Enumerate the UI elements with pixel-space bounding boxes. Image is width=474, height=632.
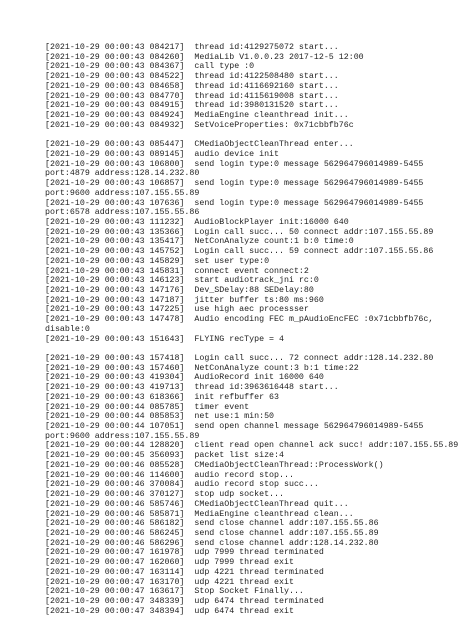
log-line: [2021-10-29 00:00:43 084217] thread id:4129275072 start...: [45, 43, 339, 52]
log-line: [2021-10-29 00:00:43 147225] use high aec processser: [45, 305, 309, 315]
log-line: [2021-10-29 00:00:43 084932] SetVoiceProperties: 0x71cbbfb76c: [45, 120, 354, 130]
log-line: [2021-10-29 00:00:43 145829] set user type:0: [45, 256, 270, 266]
log-line: [2021-10-29 00:00:47 161978] udp 7999 thread terminated: [45, 548, 324, 558]
log-line: [2021-10-29 00:00:43 618366] init refbuffer 63: [45, 392, 280, 402]
log-line: [2021-10-29 00:00:46 370084] audio record stop succ...: [45, 480, 319, 490]
log-line: [2021-10-29 00:00:43 135417] NetConAnalyze count:1 b:0 time:0: [45, 237, 354, 247]
log-line: [2021-10-29 00:00:44 128820] client read open channel ack succ! addr:107.155.55.89: [45, 441, 459, 451]
log-line: port:9600 address:107.155.55.89: [45, 431, 200, 441]
log-line: port:9600 address:107.155.55.89: [45, 188, 200, 198]
log-line: [2021-10-29 00:00:43 111232] AudioBlockPlayer init:16000 640: [45, 217, 349, 227]
log-line: port:6578 address:107.155.55.86: [45, 208, 200, 218]
log-line: [2021-10-29 00:00:46 585871] MediaEngine cleanthread clean...: [45, 509, 354, 519]
log-line: [2021-10-29 00:00:47 163170] udp 4221 thread exit: [45, 577, 294, 587]
log-line: [2021-10-29 00:00:43 145752] Login call succ... 59 connect addr:107.155.55.86: [45, 247, 434, 257]
log-line: [2021-10-29 00:00:43 135366] Login call succ... 50 connect addr:107.155.55.89: [45, 227, 434, 237]
log-line: [2021-10-29 00:00:43 084260] MediaLib V1.0.0.23 2017-12-5 12:00: [45, 52, 364, 62]
blank-line: [45, 130, 470, 140]
log-line: [2021-10-29 00:00:43 089145] audio device init: [45, 149, 280, 159]
blank-line: [45, 344, 470, 354]
log-line: [2021-10-29 00:00:43 147187] jitter buffer ts:80 ms:960: [45, 295, 324, 305]
log-line: [2021-10-29 00:00:44 085785] timer event: [45, 402, 250, 412]
log-line: [2021-10-29 00:00:47 163617] Stop Socket Finally...: [45, 587, 304, 597]
log-line: [2021-10-29 00:00:43 107636] send login type:0 message 562964796014989-5455: [45, 198, 424, 208]
log-line: [2021-10-29 00:00:43 084770] thread id:4115619008 start...: [45, 91, 339, 101]
log-line: [2021-10-29 00:00:43 147478] Audio encoding FEC m_pAudioEncFEC :0x71cbbfb76c,: [45, 315, 434, 325]
log-line: [2021-10-29 00:00:45 356093] packet list size:4: [45, 451, 284, 461]
log-line: [2021-10-29 00:00:46 586245] send close channel addr:107.155.55.89: [45, 528, 379, 538]
log-line: [2021-10-29 00:00:47 163114] udp 4221 thread terminated: [45, 567, 324, 577]
log-line: [2021-10-29 00:00:43 157460] NetConAnalyze count:3 b:1 time:22: [45, 363, 359, 373]
log-line: [2021-10-29 00:00:47 348394] udp 6474 thread exit: [45, 606, 294, 616]
log-line: [2021-10-29 00:00:43 085447] CMediaObjectCleanThread enter...: [45, 140, 354, 150]
log-line: [2021-10-29 00:00:47 348339] udp 6474 thread terminated: [45, 596, 324, 606]
log-line: [2021-10-29 00:00:43 419304] AudioRecord init 16000 640: [45, 373, 324, 383]
log-line: [2021-10-29 00:00:43 084367] call type :0: [45, 62, 255, 72]
log-line: [2021-10-29 00:00:43 106800] send login type:0 message 562964796014989-5455: [45, 159, 424, 169]
log-line: [2021-10-29 00:00:46 586296] send close channel addr:128.14.232.80: [45, 538, 379, 548]
log-line: [2021-10-29 00:00:43 147176] Dev_SDelay:88 SEDelay:80: [45, 285, 314, 295]
log-line: [2021-10-29 00:00:44 085853] net use:1 min:50: [45, 412, 275, 422]
log-line: [2021-10-29 00:00:46 586182] send close channel addr:107.155.55.86: [45, 519, 379, 529]
log-line: [2021-10-29 00:00:43 084915] thread id:3980131520 start...: [45, 101, 339, 111]
log-line: [2021-10-29 00:00:43 419713] thread id:3963616448 start...: [45, 383, 339, 393]
log-line: [2021-10-29 00:00:46 114600] audio record stop...: [45, 470, 294, 480]
log-line: disable:0: [45, 324, 90, 334]
log-line: [2021-10-29 00:00:46 085528] CMediaObjectCleanThread::ProcessWork(): [45, 460, 384, 470]
log-line: [2021-10-29 00:00:46 585746] CMediaObjectCleanThread quit...: [45, 499, 349, 509]
log-line: [2021-10-29 00:00:43 084522] thread id:4122508480 start...: [45, 72, 339, 82]
log-line: [2021-10-29 00:00:43 146123] start audiotrack_jni rc:0: [45, 276, 319, 286]
log-line: [2021-10-29 00:00:43 106857] send login type:0 message 562964796014989-5455: [45, 179, 424, 189]
log-line: [2021-10-29 00:00:43 157418] Login call succ... 72 connect addr:128.14.232.80: [45, 354, 434, 363]
log-line: [2021-10-29 00:00:43 084924] MediaEngine cleanthread init...: [45, 111, 349, 121]
log-line: [2021-10-29 00:00:43 145831] connect event connect:2: [45, 266, 309, 276]
log-line: [2021-10-29 00:00:43 151643] FLYING recType = 4: [45, 334, 284, 344]
log-line: [2021-10-29 00:00:43 084658] thread id:4116692160 start...: [45, 81, 339, 91]
log-line: [2021-10-29 00:00:47 162060] udp 7999 thread exit: [45, 558, 294, 568]
log-line: [2021-10-29 00:00:44 107051] send open channel message 562964796014989-5455: [45, 422, 424, 432]
log-line: [2021-10-29 00:00:46 370127] stop udp socket...: [45, 490, 284, 500]
log-line: port:4879 address:128.14.232.80: [45, 169, 200, 179]
log-document: [45, 43, 470, 616]
